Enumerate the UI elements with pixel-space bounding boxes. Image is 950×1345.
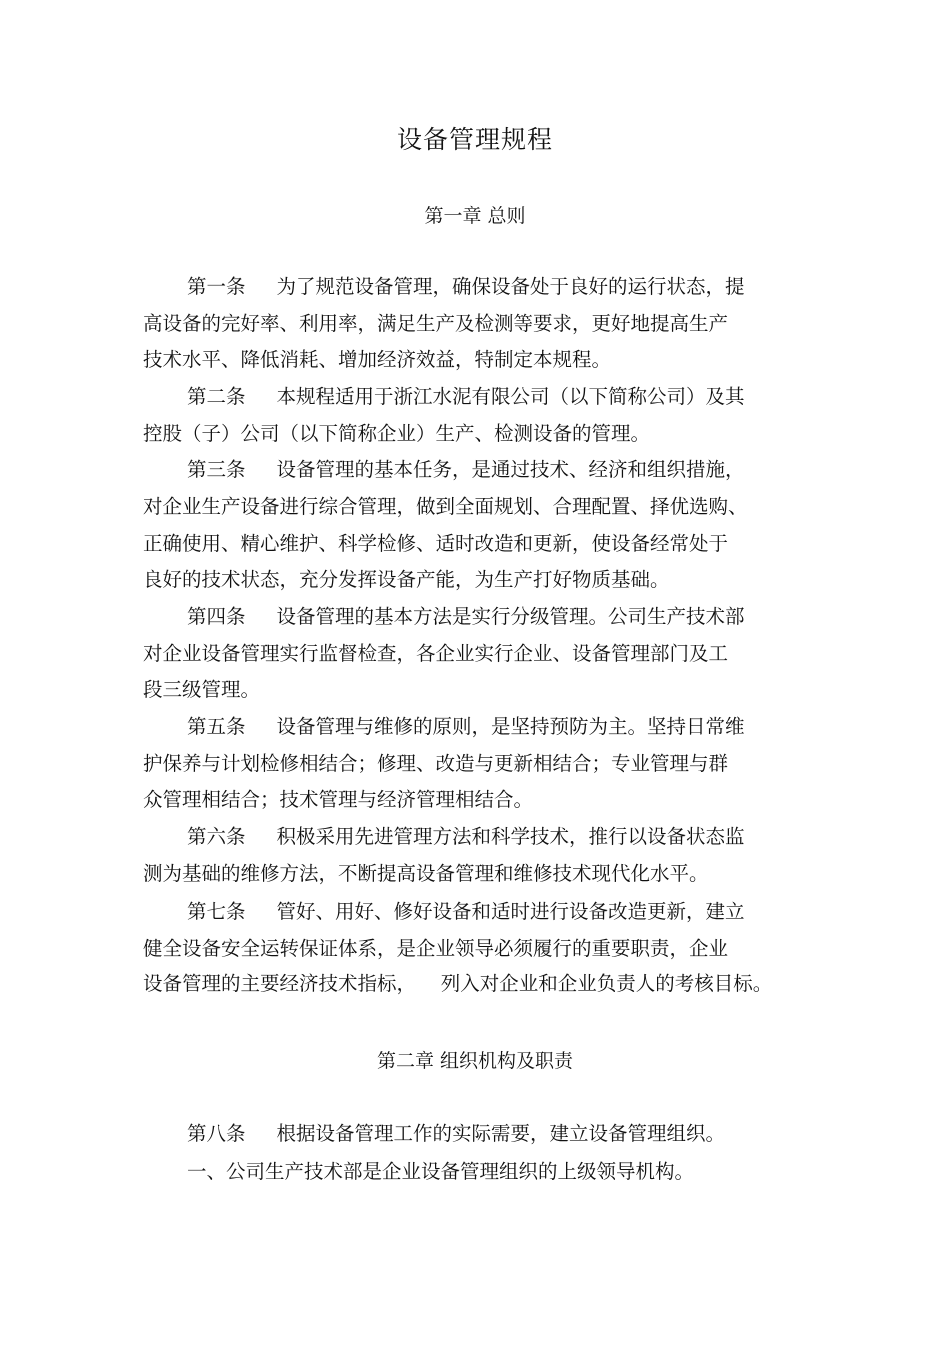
article-4-line-1: 第四条 设备管理的基本方法是实行分级管理。公司生产技术部 [187, 605, 745, 628]
article-5-line-3: 众管理相结合；技术管理与经济管理相结合。 [143, 788, 534, 811]
article-3-line-2: 对企业生产设备进行综合管理，做到全面规划、合理配置、择优选购、 [143, 495, 748, 518]
article-3-line-4: 良好的技术状态，充分发挥设备产能，为生产打好物质基础。 [143, 568, 670, 591]
article-6-line-1: 第六条 积极采用先进管理方法和科学技术，推行以设备状态监 [187, 825, 745, 848]
article-1-line-1: 第一条 为了规范设备管理，确保设备处于良好的运行状态，提 [187, 275, 745, 298]
article-3-line-3: 正确使用、精心维护、科学检修、适时改造和更新，使设备经常处于 [143, 532, 729, 555]
article-4-line-3: 段三级管理。 [143, 678, 261, 701]
article-7-line-1: 第七条 管好、用好、修好设备和适时进行设备改造更新，建立 [187, 900, 745, 923]
article-2-line-1: 第二条 本规程适用于浙江水泥有限公司（以下简称公司）及其 [187, 385, 745, 408]
article-2-line-2: 控股（子）公司（以下简称企业）生产、检测设备的管理。 [143, 422, 651, 445]
document-title: 设备管理规程 [396, 125, 553, 154]
article-6-line-2: 测为基础的维修方法，不断提高设备管理和维修技术现代化水平。 [143, 862, 709, 885]
article-1-line-2: 高设备的完好率、利用率，满足生产及检测等要求，更好地提高生产 [143, 312, 729, 335]
article-8-line-1: 第八条 根据设备管理工作的实际需要，建立设备管理组织。 [187, 1122, 725, 1145]
article-5-line-1: 第五条 设备管理与维修的原则，是坚持预防为主。坚持日常维 [187, 715, 745, 738]
article-3-line-1: 第三条 设备管理的基本任务，是通过技术、经济和组织措施， [187, 458, 745, 481]
article-8-item-1: 一、公司生产技术部是企业设备管理组织的上级领导机构。 [187, 1160, 695, 1183]
article-7-line-2: 健全设备安全运转保证体系，是企业领导必须履行的重要职责，企业 [143, 937, 729, 960]
article-5-line-2: 护保养与计划检修相结合；修理、改造与更新相结合；专业管理与群 [143, 752, 729, 775]
chapter-2-heading: 第二章 组织机构及职责 [376, 1050, 574, 1072]
chapter-1-heading: 第一章 总则 [424, 205, 526, 227]
article-4-line-2: 对企业设备管理实行监督检查，各企业实行企业、设备管理部门及工 [143, 642, 729, 665]
article-1-line-3: 技术水平、降低消耗、增加经济效益，特制定本规程。 [143, 348, 612, 371]
article-7-line-3: 设备管理的主要经济技术指标， 列入对企业和企业负责人的考核目标。 [143, 972, 773, 995]
